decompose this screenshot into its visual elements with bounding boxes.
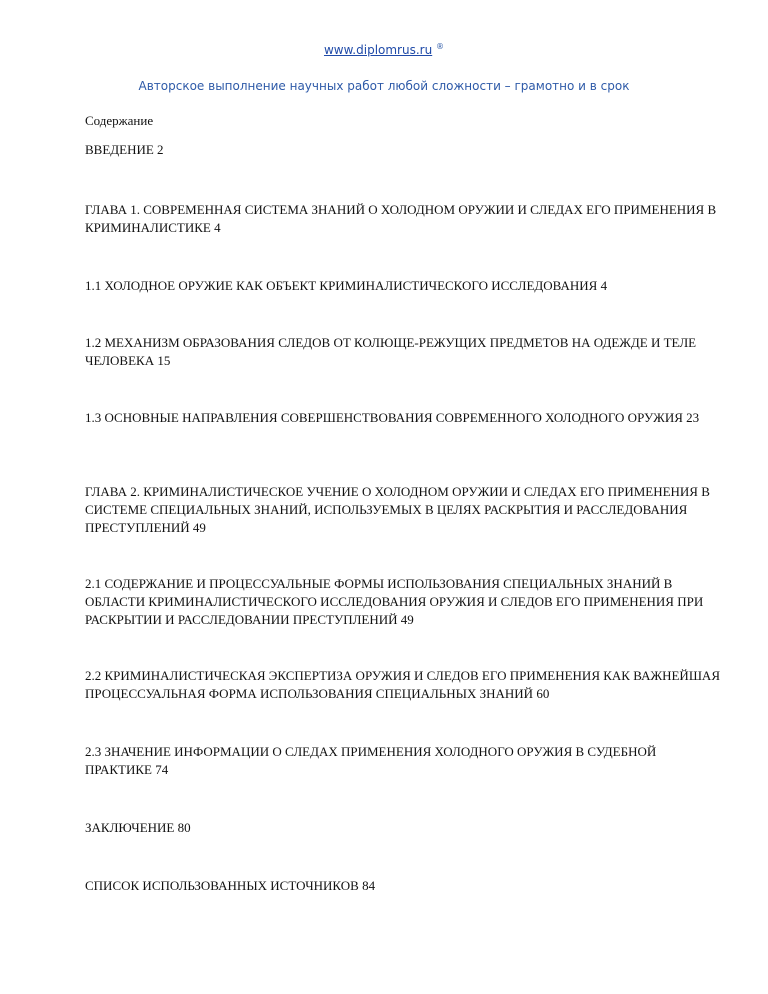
toc-entry-references: СПИСОК ИСПОЛЬЗОВАННЫХ ИСТОЧНИКОВ 84	[85, 878, 376, 893]
toc-entry-chapter-1: ГЛАВА 1. СОВРЕМЕННАЯ СИСТЕМА ЗНАНИЙ О ХОЛОДНОМ ОРУЖИИ И СЛЕДАХ ЕГО ПРИМЕНЕНИЯ В КРИМИНАЛИСТИКЕ 4	[85, 202, 717, 235]
site-link[interactable]: www.diplomrus.ru	[323, 43, 433, 57]
header-tagline: Авторское выполнение научных работ любой сложности – грамотно и в срок	[138, 79, 630, 93]
toc-entry-section-2-3: 2.3 ЗНАЧЕНИЕ ИНФОРМАЦИИ О СЛЕДАХ ПРИМЕНЕНИЯ ХОЛОДНОГО ОРУЖИЯ В СУДЕБНОЙ ПРАКТИКЕ 74	[85, 744, 657, 777]
toc-title: Содержание	[85, 113, 154, 128]
toc-entry-section-2-1: 2.1 СОДЕРЖАНИЕ И ПРОЦЕССУАЛЬНЫЕ ФОРМЫ ИСПОЛЬЗОВАНИЯ СПЕЦИАЛЬНЫХ ЗНАНИЙ В ОБЛАСТИ КРИМИНАЛИСТИЧЕСКОГО ИССЛЕДОВАНИЯ ОРУЖИЯ И СЛЕДОВ ЕГО ПРИМЕНЕНИЯ ПРИ РАСКРЫТИИ И РАССЛЕДОВАНИИ ПРЕСТУПЛЕНИЙ 49	[85, 576, 704, 627]
registered-mark: ®	[436, 42, 445, 51]
toc-entry-conclusion: ЗАКЛЮЧЕНИЕ 80	[85, 820, 191, 835]
toc-entry-introduction: ВВЕДЕНИЕ 2	[85, 142, 164, 157]
toc-entry-chapter-2: ГЛАВА 2. КРИМИНАЛИСТИЧЕСКОЕ УЧЕНИЕ О ХОЛОДНОМ ОРУЖИИ И СЛЕДАХ ЕГО ПРИМЕНЕНИЯ В СИСТЕМЕ СПЕЦИАЛЬНЫХ ЗНАНИЙ, ИСПОЛЬЗУЕМЫХ В ЦЕЛЯХ РАСКРЫТИЯ И РАССЛЕДОВАНИЯ ПРЕСТУПЛЕНИЙ 49	[85, 484, 710, 535]
toc-entry-section-2-2: 2.2 КРИМИНАЛИСТИЧЕСКАЯ ЭКСПЕРТИЗА ОРУЖИЯ И СЛЕДОВ ЕГО ПРИМЕНЕНИЯ КАК ВАЖНЕЙШАЯ ПРОЦЕССУАЛЬНАЯ ФОРМА ИСПОЛЬЗОВАНИЯ СПЕЦИАЛЬНЫХ ЗНАНИЙ 60	[85, 668, 720, 701]
toc-entry-section-1-2: 1.2 МЕХАНИЗМ ОБРАЗОВАНИЯ СЛЕДОВ ОТ КОЛЮЩЕ-РЕЖУЩИХ ПРЕДМЕТОВ НА ОДЕЖДЕ И ТЕЛЕ ЧЕЛОВЕКА 15	[85, 335, 697, 368]
toc-entry-section-1-3: 1.3 ОСНОВНЫЕ НАПРАВЛЕНИЯ СОВЕРШЕНСТВОВАНИЯ СОВРЕМЕННОГО ХОЛОДНОГО ОРУЖИЯ 23	[85, 410, 700, 425]
toc-entry-section-1-1: 1.1 ХОЛОДНОЕ ОРУЖИЕ КАК ОБЪЕКТ КРИМИНАЛИСТИЧЕСКОГО ИССЛЕДОВАНИЯ 4	[85, 278, 608, 293]
header-link-row	[0, 42, 768, 57]
